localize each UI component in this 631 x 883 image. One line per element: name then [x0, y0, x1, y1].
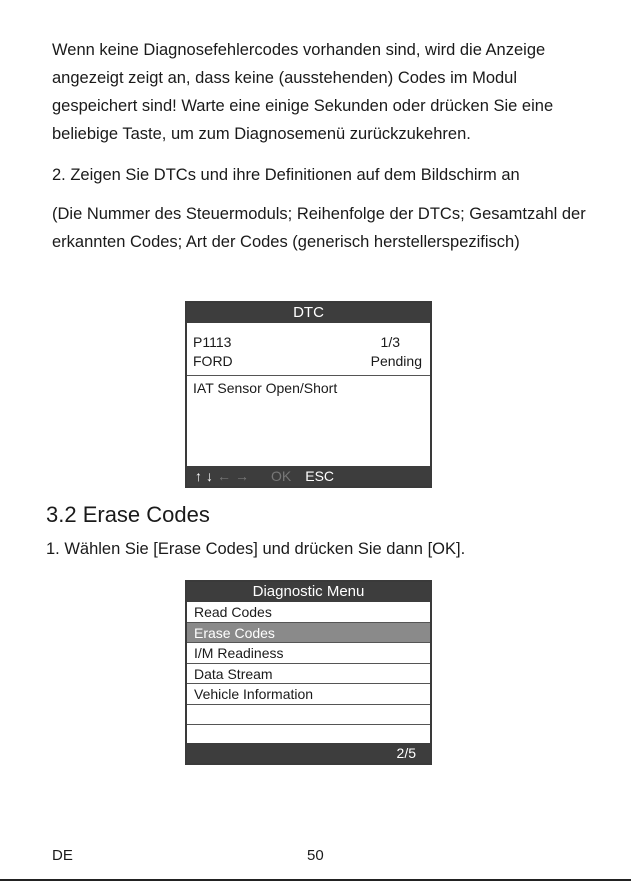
intro-paragraph: Wenn keine Diagnosefehlercodes vorhanden sind, wird die Anzeige angezeigt zeigt an, dass keine (ausstehenden) Codes im Modul gespeichert sind! Warte eine einige Sekunden oder drücken Sie eine beliebige Taste, um zum Diagnosemenü zurückzukehren.: [52, 41, 554, 143]
dtc-status: Pending: [370, 353, 422, 369]
menu-item-erase-codes[interactable]: Erase Codes: [187, 623, 430, 644]
arrow-left-icon: ←: [217, 468, 231, 484]
dtc-code-row: [193, 334, 422, 350]
dtc-screen: [185, 301, 432, 488]
menu-item-vehicle-information[interactable]: Vehicle Information: [187, 684, 430, 705]
dtc-divider: [187, 375, 430, 376]
step-2-paragraph: 2. Zeigen Sie DTCs und ihre Definitionen auf dem Bildschirm an: [52, 166, 520, 184]
page-number: 50: [307, 847, 324, 864]
menu-item-im-readiness[interactable]: I/M Readiness: [187, 643, 430, 664]
menu-item-data-stream[interactable]: Data Stream: [187, 664, 430, 685]
esc-button[interactable]: ESC: [305, 468, 335, 484]
dtc-info-paragraph: (Die Nummer des Steuermoduls; Reihenfolge der DTCs; Gesamtzahl der erkannten Codes; Art der Codes (generisch herstellerspezifisch): [52, 205, 586, 251]
diagnostic-menu-screen: [185, 580, 432, 765]
dtc-footer-bar: [187, 466, 430, 486]
arrow-right-icon: →: [235, 468, 249, 484]
arrow-up-icon[interactable]: ↑: [195, 468, 202, 484]
erase-step: 1. Wählen Sie [Erase Codes] und drücken Sie dann [OK].: [46, 540, 466, 558]
arrow-down-icon[interactable]: ↓: [206, 468, 213, 484]
menu-item-read-codes[interactable]: Read Codes: [187, 602, 430, 623]
ok-button: OK: [271, 468, 292, 484]
menu-title: Diagnostic Menu: [187, 582, 430, 602]
dtc-code: P1113: [193, 334, 232, 350]
menu-item-empty: [187, 705, 430, 726]
menu-page-indicator: 2/5: [187, 743, 430, 763]
dtc-description: IAT Sensor Open/Short: [193, 380, 338, 396]
section-heading: 3.2 Erase Codes: [46, 502, 210, 527]
dtc-position: 1/3: [380, 334, 400, 350]
dtc-title: DTC: [187, 303, 430, 323]
dtc-make: FORD: [193, 353, 233, 369]
dtc-make-row: [193, 353, 422, 369]
language-label: DE: [52, 847, 73, 864]
footer-divider: [0, 879, 631, 881]
